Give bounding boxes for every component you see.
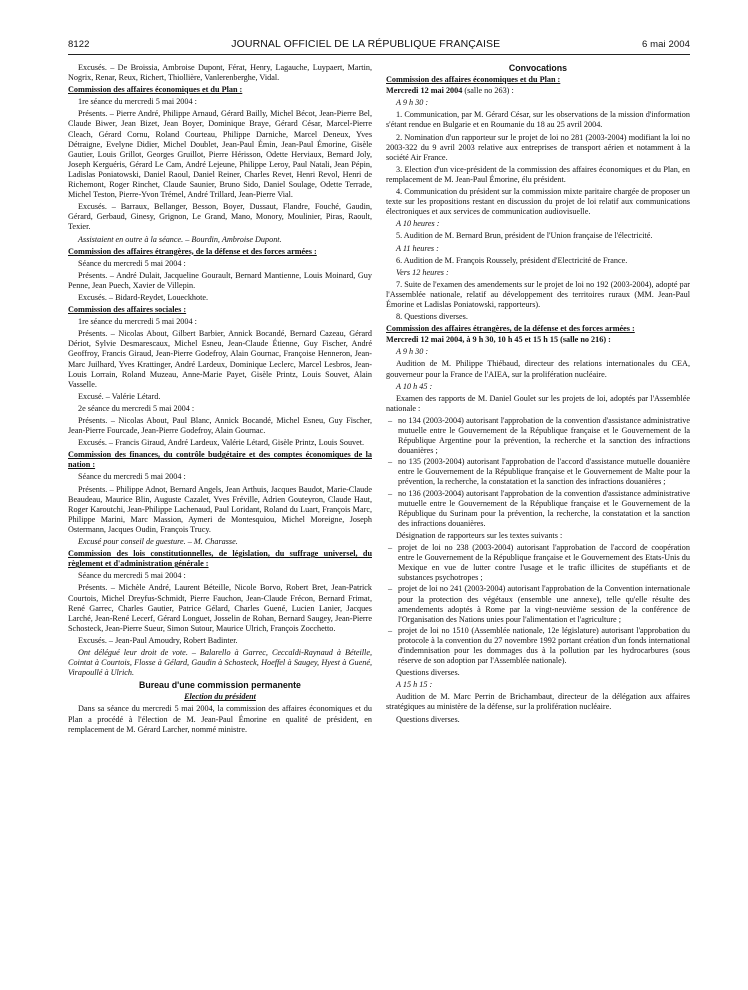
- agenda-item: 8. Questions diverses.: [396, 312, 468, 322]
- agenda-item: 5. Audition de M. Bernard Brun, président de l'Union française de l'électricité.: [396, 231, 653, 241]
- excuses-paragraph: Excusés. – Francis Giraud, André Lardeux, Valérie Létard, Gisèle Printz, Louis Souvet.: [78, 438, 365, 448]
- bill-list: [386, 416, 690, 529]
- agenda-item: 4. Communication du président sur la commission mixte paritaire chargée de proposer un texte sur les propositions restant en discussion du projet de loi relatif aux communications électroniques et aux services de communication audiovisuelle.: [386, 187, 690, 217]
- agenda-item: Examen des rapports de M. Daniel Goulet sur les projets de loi, adoptés par l'Assemblée nationale :: [386, 393, 690, 413]
- agenda-item: Audition de M. Philippe Thiébaud, directeur des relations internationales du CEA, gouverneur pour la France de l'AIEA, sur la prolifération nucléaire.: [386, 359, 690, 379]
- time-slot: A 9 h 30 :: [396, 98, 429, 108]
- agenda-item: Audition de M. Marc Perrin de Brichambaut, directeur de la délégation aux affaires stratégiques au ministère de la défense, sur la prolifération nucléaire.: [386, 692, 690, 712]
- time-slot: A 10 h 45 :: [396, 381, 433, 391]
- two-column-body: [68, 63, 690, 737]
- time-slot: A 11 heures :: [396, 243, 439, 253]
- section-title-affaires-sociales: Commission des affaires sociales :: [68, 305, 187, 315]
- agenda-item: Désignation de rapporteurs sur les textes suivants :: [396, 530, 563, 540]
- seance-line: Séance du mercredi 5 mai 2004 :: [78, 258, 186, 268]
- excuse-paragraph: Excusé pour conseil de guesture. – M. Charasse.: [78, 537, 238, 547]
- section-title-affaires-economiques: Commission des affaires économiques et du Plan :: [68, 85, 243, 95]
- presents-paragraph: Présents. – Nicolas About, Gilbert Barbier, Annick Bocandé, Bernard Cazeau, Gérard Dériot, Sylvie Desmarescaux, Michel Esneu, Jean-Claude Étienne, Guy Fischer, André Geoffroy, Francis Giraud, Jean-Pierre Godefroy, Alain Gournac, Françoise Henneron, Jean-Marc Juilhard, Yves Krattinger, André Lardeux, Dominique Leclerc, Marcel Lesbros, Jean-Louis Lorrain, Roland Muzeau, Anne-Marie Payet, Gisèle Printz, Louis Souvet, Alain Vasselle.: [68, 329, 372, 389]
- presents-paragraph: Présents. – Philippe Adnot, Bernard Angels, Jean Arthuis, Jacques Baudot, Marie-Claude Beaudeau, Maurice Blin, Auguste Cazalet, Yves Fréville, Adrien Gouteyron, Claude Haut, Roger Karoutchi, Jean-Philippe Lachenaud, Paul Loridant, Roland du Luart, François Marc, Philippe Marini, Marc Massion, Aymeri de Montesquiou, Michel Moreigne, Joseph Ostermann, Jacques Oudin, François Trucy.: [68, 484, 372, 534]
- agenda-item: 2. Nomination d'un rapporteur sur le projet de loi no 281 (2003-2004) modifiant la loi no 2003-322 du 9 avril 2003 relative aux entreprises de transport aérien et notamment à la société Air France.: [386, 132, 690, 162]
- presents-paragraph: Présents. – Michèle André, Laurent Béteille, Nicole Borvo, Robert Bret, Jean-Patrick Courtois, Michel Dreyfus-Schmidt, Pierre Fauchon, Jean-Claude Frécon, Bernard Frimat, René Garrec, Charles Gautier, Patrice Gélard, Charles Guené, Lucien Lanier, Jacques Larché, Jean-René Lecerf, Gérard Longuet, Josselin de Rohan, Bernard Saugey, Jean-Pierre Schosteck, Jean-Pierre Sueur, Simon Sutour, Maurice Ulrich, François Zocchetto.: [68, 583, 372, 633]
- seance-line: Séance du mercredi 5 mai 2004 :: [78, 472, 186, 482]
- convocations-title: Convocations: [508, 63, 568, 73]
- convocation-date: Mercredi 12 mai 2004, à 9 h 30, 10 h 45 et 15 h 15 (salle no 216) :: [386, 335, 611, 345]
- time-slot: A 10 heures :: [396, 219, 440, 229]
- bureau-title: Bureau d'une commission permanente: [139, 680, 301, 691]
- bill-list: [386, 543, 690, 666]
- list-item: – no 134 (2003-2004) autorisant l'approbation de la convention d'assistance administrative mutuelle entre le Gouvernement de la République française et le Gouvernement de la République Argentine pour la prévention, la recherche et la sanction des infractions douanières ;: [386, 416, 690, 456]
- page-number: 8122: [68, 39, 90, 50]
- list-item: – projet de loi no 241 (2003-2004) autorisant l'approbation de la Convention internationale pour la protection des végétaux (ensemble une annexe), telle qu'elle résulte des amendements adoptés à Rome par la vingt-neuvième session de la conférence de l'Organisation des Nations unies pour l'alimentation et l'agriculture ;: [386, 584, 690, 624]
- journal-title: JOURNAL OFFICIEL DE LA RÉPUBLIQUE FRANÇAISE: [231, 38, 501, 50]
- right-column: [386, 63, 690, 737]
- left-column: [68, 63, 372, 737]
- excuses-paragraph: Excusés. – Bidard-Reydet, Loueckhote.: [78, 292, 209, 302]
- section-title-lois: Commission des lois constitutionnelles, de législation, du suffrage universel, du règlement et d'administration générale :: [68, 549, 372, 569]
- seance-line: 1re séance du mercredi 5 mai 2004 :: [78, 97, 197, 107]
- excuse-paragraph: Excusé. – Valérie Létard.: [78, 391, 161, 401]
- issue-date: 6 mai 2004: [641, 39, 690, 50]
- seance-line: Séance du mercredi 5 mai 2004 :: [78, 571, 186, 581]
- section-title-affaires-etrangeres: Commission des affaires étrangères, de la défense et des forces armées :: [68, 246, 317, 256]
- agenda-item: 7. Suite de l'examen des amendements sur le projet de loi no 192 (2003-2004), adopté par l'Assemblée nationale, relatif au développement des territoires ruraux (MM. Jean-Paul Émorine et Ladislas Poniatowski, rapporteurs).: [386, 279, 690, 309]
- section-title-finances: Commission des finances, du contrôle budgétaire et des comptes économiques de la nation :: [68, 450, 372, 470]
- presents-paragraph: Présents. – Nicolas About, Paul Blanc, Annick Bocandé, Michel Esneu, Guy Fischer, Jean-Pierre Fourcade, Jean-Pierre Godefroy, Alain Gournac.: [68, 416, 372, 436]
- time-slot: A 15 h 15 :: [396, 680, 433, 690]
- bureau-subtitle: Election du président: [184, 692, 256, 702]
- agenda-item: Questions diverses.: [396, 668, 460, 678]
- seance-line: 1re séance du mercredi 5 mai 2004 :: [78, 317, 197, 327]
- agenda-item: 6. Audition de M. François Roussely, président d'Electricité de France.: [396, 255, 628, 265]
- seance-line: 2e séance du mercredi 5 mai 2004 :: [78, 403, 195, 413]
- list-item: – projet de loi no 1510 (Assemblée nationale, 12e législature) autorisant l'approbation du protocole à la convention du 27 novembre 1992 portant création d'un fonds international d'indemnisation pour les dommages dus à la pollution par les hydrocarbures (sous réserve de son adoption par l'Assemblée nationale).: [386, 626, 690, 666]
- bureau-paragraph: Dans sa séance du mercredi 5 mai 2004, la commission des affaires économiques et du Plan a procédé à l'élection de M. Jean-Paul Émorine en qualité de président, en remplacement de M. Gérard Larcher, nommé ministre.: [68, 704, 372, 734]
- excuses-paragraph: Excusés. – Jean-Paul Amoudry, Robert Badinter.: [78, 635, 238, 645]
- delegation-paragraph: Ont délégué leur droit de vote. – Balarello à Garrec, Ceccaldi-Raynaud à Béteille, Cointat à Courtois, Flosse à Gélard, Gaudin à Schosteck, Hoeffel à Saugey, Hyest à Guené, Virapoullé à Ulrich.: [68, 647, 372, 678]
- presents-paragraph: Présents. – Pierre André, Philippe Arnaud, Gérard Bailly, Michel Bécot, Jean-Pierre Bel, Claude Biwer, Jean Bizet, Jean Boyer, Dominique Braye, Gérard César, Marcel-Pierre Cleach, Gérard Cornu, Roland Courteau, Philippe Darniche, Marcel Deneux, Yves Détraigne, Evelyne Didier, Michel Doublet, Jean-Paul Émin, Jean-Paul Émorine, Gisèle Gautier, Louis Grillot, Georges Gruillot, Pierre Hérisson, Odette Herviaux, Bernard Joly, Joseph Kerguéris, Gérard Le Cam, André Lejeune, Philippe Leroy, Paul Natali, Jean Pépin, Ladislas Poniatowski, Daniel Raoul, Daniel Reiner, Charles Revet, Henri Revol, Henri de Richemont, Roger Rinchet, Claude Saunier, Bruno Sido, Daniel Soulage, Odette Terrade, Michel Teston, Pierre-Yvon Trémel, André Trillard, Jean-Pierre Vial.: [68, 109, 372, 200]
- time-slot: Vers 12 heures :: [396, 267, 449, 277]
- agenda-item: Questions diverses.: [396, 714, 460, 724]
- time-slot: A 9 h 30 :: [396, 347, 429, 357]
- list-item: – no 135 (2003-2004) autorisant l'approbation de l'accord d'assistance mutuelle douanière entre le Gouvernement de la République française et le Gouvernement de Malte pour la prévention, la recherche, la constatation et la sanction des infractions douanières ;: [386, 457, 690, 487]
- agenda-item: 1. Communication, par M. Gérard César, sur les observations de la mission d'information s'étant rendue en Bulgarie et en Roumanie du 18 au 25 avril 2004.: [386, 110, 690, 130]
- excuses-paragraph: Excusés. – Barraux, Bellanger, Besson, Boyer, Dussaut, Flandre, Fouché, Gaudin, Gérard, Gerbaud, Ginesy, Grignon, Le Grand, Mano, Monory, Moulinier, Piras, Raoult, Texier.: [68, 202, 372, 232]
- excuses-paragraph: Excusés. – De Broissia, Ambroise Dupont, Férat, Henry, Lagauche, Luypaert, Martin, Nogrix, Renar, Reux, Richert, Thiollière, Vanlerenberghe, Vidal.: [68, 63, 372, 83]
- list-item: – projet de loi no 238 (2003-2004) autorisant l'approbation de l'accord de coopération entre le Gouvernement de la République française et le Gouvernement des Etats-Unis du Mexique en vue de lutter contre l'usage et le trafic illicites de stupéfiants et de substances psychotropes ;: [386, 543, 690, 583]
- list-item: – no 136 (2003-2004) autorisant l'approbation de la convention d'assistance administrative mutuelle entre le Gouvernement de la République française et le Gouvernement de la République du Surinam pour la prévention, la recherche, la constatation et la sanction des infractions douanières.: [386, 489, 690, 529]
- presents-paragraph: Présents. – André Dulait, Jacqueline Gourault, Bernard Mantienne, Louis Moinard, Guy Penne, Jean Puech, Xavier de Villepin.: [68, 270, 372, 290]
- page-header: [68, 38, 690, 55]
- convocation-date: Mercredi 12 mai 2004 (salle no 263) :: [386, 86, 514, 96]
- agenda-item: 3. Election d'un vice-président de la commission des affaires économiques et du Plan, en remplacement de M. Jean-Paul Émorine, élu président.: [386, 164, 690, 184]
- convocation-commission-title: Commission des affaires étrangères, de la défense et des forces armées :: [386, 324, 635, 334]
- assistaient-paragraph: Assistaient en outre à la séance. – Bourdin, Ambroise Dupont.: [78, 234, 282, 244]
- convocation-commission-title: Commission des affaires économiques et du Plan :: [386, 75, 561, 85]
